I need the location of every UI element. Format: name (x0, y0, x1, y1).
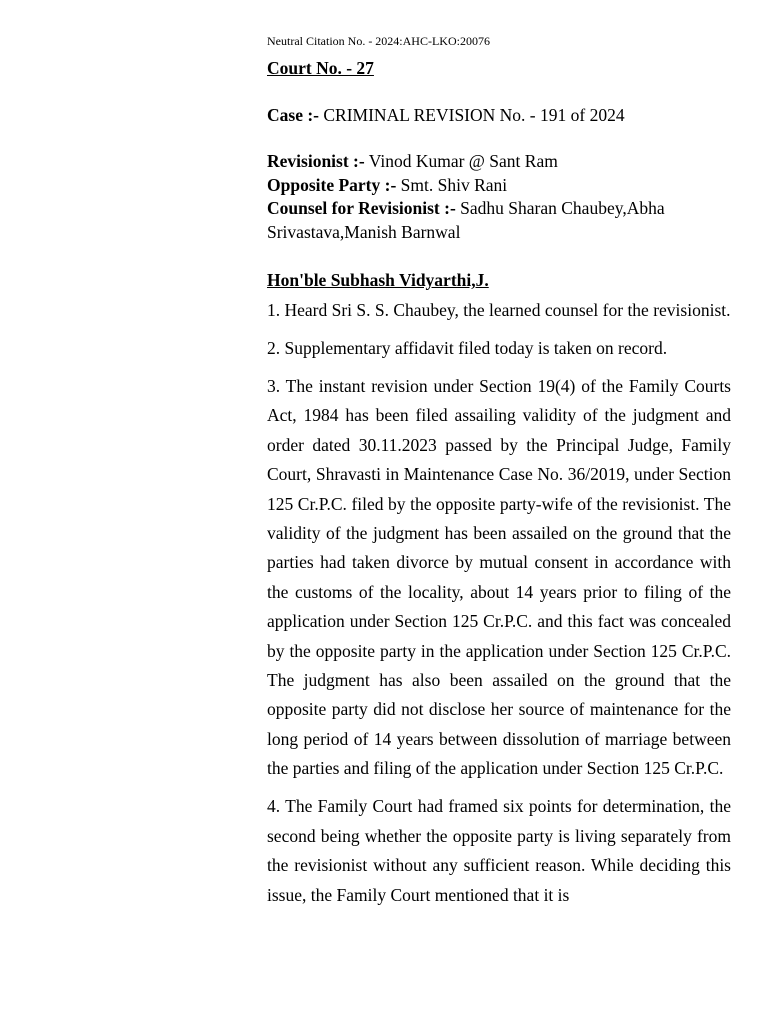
case-label: Case :- (267, 105, 319, 125)
neutral-citation: Neutral Citation No. - 2024:AHC-LKO:20076 (267, 34, 490, 48)
parties-block (267, 150, 731, 244)
case-value: CRIMINAL REVISION No. - 191 of 2024 (323, 105, 625, 125)
paragraph-4: 4. The Family Court had framed six points for determination, the second being whether the opposite party is living separately from the revisionist without any sufficient reason. While deciding this issue, the Family Court mentioned that it is (267, 796, 731, 905)
court-number: Court No. - 27 (267, 58, 374, 78)
revisionist-label: Revisionist :- (267, 151, 365, 171)
case-line (267, 104, 625, 126)
opposite-party-label: Opposite Party :- (267, 174, 397, 195)
counsel-label: Counsel for Revisionist :- (267, 198, 456, 218)
paragraph-1: 1. Heard Sri S. S. Chaubey, the learned counsel for the revisionist. (267, 300, 731, 320)
opposite-party-line (267, 174, 731, 198)
judge-name: Hon'ble Subhash Vidyarthi,J. (267, 270, 489, 290)
revisionist-line (267, 150, 731, 174)
opposite-party-value: Smt. Shiv Rani (400, 174, 508, 195)
paragraph-3: 3. The instant revision under Section 19(4) of the Family Courts Act, 1984 has been filed assailing validity of the judgment and order dated 30.11.2023 passed by the Principal Judge, Family Court, Shravasti in Maintenance Case No. 36/2019, under Section 125 Cr.P.C. filed by the opposite party-wife of the revisionist. The validity of the judgment has been assailed on the ground that the parties had taken divorce by mutual consent in accordance with the customs of the locality, about 14 years prior to filing of the application under Section 125 Cr.P.C. and this fact was concealed by the opposite party in the application under Section 125 Cr.P.C. The judgment has also been assailed on the ground that the opposite party did not disclose her source of maintenance for the long period of 14 years between dissolution of marriage between the parties and filing of the application under Section 125 Cr.P.C. (267, 376, 731, 779)
counsel-line (267, 197, 731, 244)
paragraph-2: 2. Supplementary affidavit filed today is taken on record. (267, 338, 668, 358)
revisionist-value: Vinod Kumar @ Sant Ram (368, 151, 558, 171)
judgment-body (267, 296, 731, 919)
counsel-value: Sadhu Sharan Chaubey,Abha Srivastava,Manish Barnwal (267, 198, 665, 242)
